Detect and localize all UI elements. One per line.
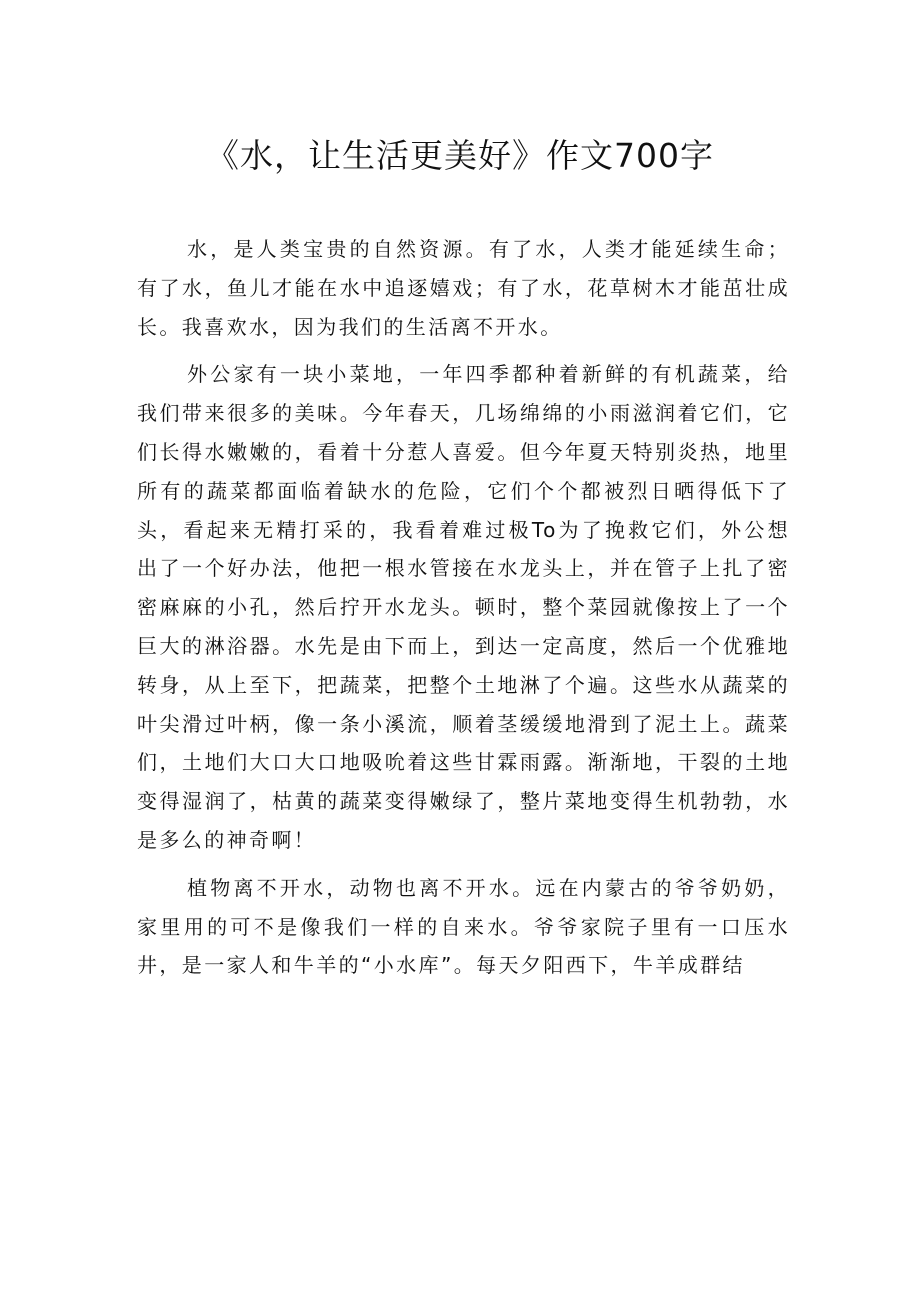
paragraph-1: 水，是人类宝贵的自然资源。有了水，人类才能延续生命；有了水，鱼儿才能在水中追逐嬉戏；有了水，花草树木才能茁壮成长。我喜欢水，因为我们的生活离不开水。	[137, 237, 790, 339]
paragraph-2: 外公家有一块小菜地，一年四季都种着新鲜的有机蔬菜，给我们带来很多的美味。今年春天，几场绵绵的小雨滋润着它们，它们长得水嫩嫩的，看着十分惹人喜爱。但今年夏天特别炎热，地里所有的蔬菜都面临着缺水的危险，它们个个都被烈日晒得低下了头，看起来无精打采的，我看着难过极To为了挽救它们，外公想出了一个好办法，他把一根水管接在水龙头上，并在管子上扎了密密麻麻的小孔，然后拧开水龙头。顿时，整个菜园就像按上了一个巨大的淋浴器。水先是由下而上，到达一定高度，然后一个优雅地转身，从上至下，把蔬菜，把整个土地淋了个遍。这些水从蔬菜的叶尖滑过叶柄，像一条小溪流，顺着茎缓缓地滑到了泥土上。蔬菜们，土地们大口大口地吸吮着这些甘霖雨露。渐渐地，干裂的土地变得湿润了，枯黄的蔬菜变得嫩绿了，整片菜地变得生机勃勃，水是多么的神奇啊！	[137, 362, 790, 852]
paragraph-3: 植物离不开水，动物也离不开水。远在内蒙古的爷爷奶奶，家里用的可不是像我们一样的自来水。爷爷家院子里有一口压水井，是一家人和牛羊的“小水库”。每天夕阳西下，牛羊成群结	[137, 875, 790, 978]
document-title: 《水，让生活更美好》作文700字	[206, 136, 714, 175]
document-body	[137, 230, 790, 994]
